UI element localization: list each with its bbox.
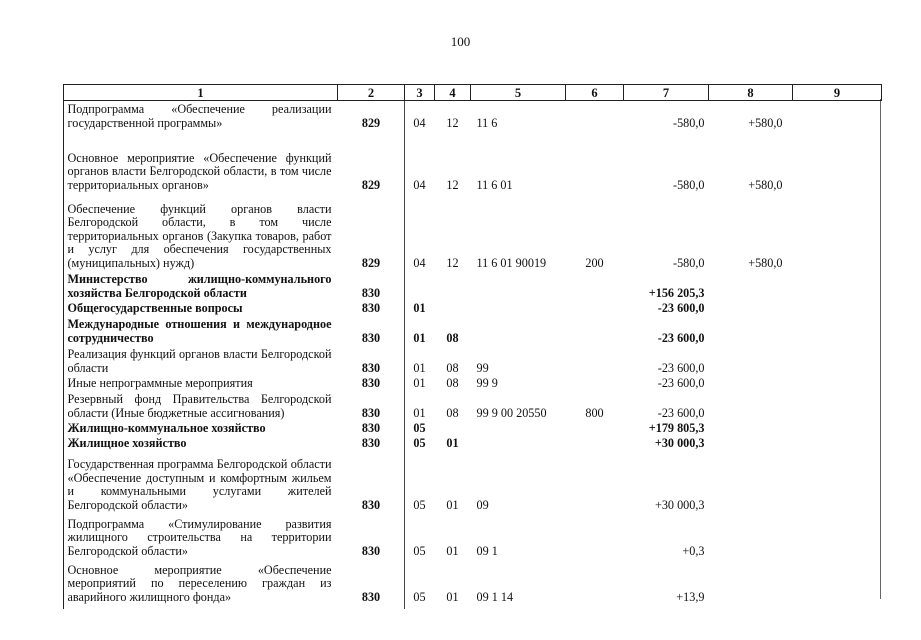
header-col-2: 2 [338, 85, 405, 101]
row-cell-c8 [709, 346, 793, 376]
row-cell-c5: 11 6 01 90019 [476, 255, 547, 270]
header-col-7: 7 [624, 85, 709, 101]
row-name-cell: Иные непрограммные мероприятия [67, 375, 253, 390]
row-cell-c5 [471, 316, 566, 346]
row-cell-c3: 04 [413, 255, 426, 270]
row-cell-c6 [566, 559, 624, 605]
row-cell-c5 [471, 301, 566, 316]
row-cell-c8 [709, 376, 793, 391]
row-cell-c5 [471, 421, 566, 436]
row-cell-c5: 99 9 00 20550 [476, 405, 547, 420]
row-name-cell: Подпрограмма «Стимулирование развития жилищного строительства на территории Белгородской области» [67, 516, 332, 558]
row-cell-c3 [405, 271, 435, 301]
row-cell-c7: -580,0 [673, 255, 705, 270]
table-row [64, 271, 882, 301]
row-cell-c2: 830 [361, 330, 381, 345]
row-cell-c9 [793, 421, 882, 436]
row-cell-c3: 05 [413, 435, 426, 450]
row-cell-c3: 05 [413, 543, 426, 558]
row-cell-c4: 12 [446, 177, 459, 192]
row-cell-c5: 09 1 14 [476, 589, 514, 604]
row-cell-c7: +30 000,3 [654, 435, 705, 450]
row-name-cell: Жилищное хозяйство [67, 435, 187, 450]
row-cell-c6 [566, 271, 624, 301]
budget-table [63, 84, 882, 605]
row-name-cell: Общегосударственные вопросы [67, 300, 243, 315]
row-cell-c7: +179 805,3 [648, 420, 705, 435]
row-cell-c3: 01 [413, 360, 426, 375]
row-cell-c6 [566, 451, 624, 513]
row-name-cell: Подпрограмма «Обеспечение реализации государственной программы» [67, 102, 332, 130]
row-cell-c7: +13,9 [676, 589, 705, 604]
row-cell-c9 [793, 451, 882, 513]
row-cell-c4: 01 [446, 435, 459, 450]
row-cell-c7: -23 600,0 [657, 360, 705, 375]
header-col-1: 1 [64, 85, 338, 101]
row-cell-c4: 01 [446, 497, 459, 512]
row-cell-c4: 08 [446, 375, 459, 390]
row-cell-c2: 830 [361, 405, 381, 420]
row-cell-c6 [566, 513, 624, 559]
row-cell-c5: 99 9 [476, 375, 498, 390]
row-cell-c7: +0,3 [682, 543, 705, 558]
row-cell-c8: +580,0 [748, 255, 783, 270]
row-cell-c9 [793, 346, 882, 376]
row-cell-c4: 08 [446, 405, 459, 420]
row-cell-c3: 01 [413, 330, 426, 345]
row-cell-c2: 830 [361, 435, 381, 450]
row-cell-c2: 829 [361, 115, 381, 130]
row-cell-c2: 830 [361, 420, 381, 435]
row-cell-c8 [709, 271, 793, 301]
row-cell-c4: 12 [446, 255, 459, 270]
row-cell-c6 [566, 101, 624, 131]
row-cell-c2: 829 [361, 255, 381, 270]
row-cell-c7: -23 600,0 [657, 330, 705, 345]
row-cell-c9 [793, 376, 882, 391]
row-cell-c7: -23 600,0 [657, 300, 705, 315]
row-cell-c3: 05 [413, 420, 426, 435]
table-row [64, 421, 882, 436]
row-cell-c8 [709, 513, 793, 559]
row-cell-c3: 05 [413, 589, 426, 604]
row-cell-c9 [793, 193, 882, 271]
header-col-6: 6 [566, 85, 624, 101]
row-cell-c8: +580,0 [748, 115, 783, 130]
row-cell-c2: 830 [361, 497, 381, 512]
header-col-3: 3 [405, 85, 435, 101]
row-name-cell: Реализация функций органов власти Белгородской области [67, 347, 332, 375]
row-cell-c9 [793, 271, 882, 301]
row-cell-c4: 08 [446, 360, 459, 375]
row-cell-c6 [566, 376, 624, 391]
table-row [64, 316, 882, 346]
row-cell-c7: -23 600,0 [657, 405, 705, 420]
table-row [64, 376, 882, 391]
row-cell-c6 [566, 131, 624, 193]
row-cell-c6: 200 [585, 255, 604, 270]
row-cell-c6: 800 [585, 405, 604, 420]
row-cell-c8 [709, 316, 793, 346]
row-cell-c9 [793, 316, 882, 346]
table-body [64, 101, 882, 605]
row-cell-c4 [435, 301, 471, 316]
row-name-cell: Основное мероприятие «Обеспечение мероприятий по переселению граждан из аварийного жилищного фонда» [67, 562, 332, 604]
row-cell-c3: 04 [413, 115, 426, 130]
row-cell-c4: 01 [446, 589, 459, 604]
table-row [64, 451, 882, 513]
row-name-cell: Жилищно-коммунальное хозяйство [67, 420, 266, 435]
row-cell-c4 [435, 271, 471, 301]
row-cell-c9 [793, 391, 882, 421]
row-cell-c8 [709, 301, 793, 316]
row-cell-c7: -580,0 [673, 177, 705, 192]
row-cell-c5: 11 6 [476, 115, 498, 130]
row-cell-c5: 11 6 01 [476, 177, 513, 192]
row-name-cell: Резервный фонд Правительства Белгородской области (Иные бюджетные ассигнования) [67, 392, 332, 420]
row-cell-c2: 830 [361, 360, 381, 375]
row-cell-c6 [566, 301, 624, 316]
row-cell-c4: 08 [446, 330, 459, 345]
row-cell-c7: +156 205,3 [648, 285, 705, 300]
row-cell-c4: 12 [446, 115, 459, 130]
row-name-cell: Министерство жилищно-коммунального хозяйства Белгородской области [67, 272, 332, 300]
row-name-cell: Международные отношения и международное сотрудничество [67, 317, 332, 345]
table-row [64, 301, 882, 316]
row-cell-c7: +30 000,3 [654, 497, 705, 512]
table-row [64, 101, 882, 131]
row-cell-c2: 830 [361, 285, 381, 300]
row-cell-c5: 99 [476, 360, 489, 375]
page-number: 100 [450, 34, 471, 49]
table-row [64, 131, 882, 193]
row-cell-c7: -580,0 [673, 115, 705, 130]
row-cell-c3: 01 [413, 375, 426, 390]
header-col-5: 5 [471, 85, 566, 101]
row-cell-c8 [709, 436, 793, 451]
row-cell-c3: 01 [413, 405, 426, 420]
row-cell-c2: 830 [361, 589, 381, 604]
row-cell-c6 [566, 316, 624, 346]
row-cell-c2: 830 [361, 300, 381, 315]
row-cell-c9 [793, 301, 882, 316]
table-row [64, 513, 882, 559]
budget-table-container [63, 84, 881, 605]
row-cell-c5 [471, 271, 566, 301]
row-cell-c3: 04 [413, 177, 426, 192]
row-cell-c9 [793, 131, 882, 193]
table-header-row [64, 85, 882, 101]
row-cell-c7: -23 600,0 [657, 375, 705, 390]
row-cell-c9 [793, 101, 882, 131]
row-cell-c9 [793, 436, 882, 451]
row-name-cell: Государственная программа Белгородской области «Обеспечение доступным и комфортным жильем и коммунальными услугами жителей Белгородской области» [67, 457, 332, 512]
row-cell-c5: 09 1 [476, 543, 498, 558]
row-cell-c9 [793, 513, 882, 559]
row-name-cell: Обеспечение функций органов власти Белгородской области, в том числе территориальных органов (Закупка товаров, работ и услуг для обеспечения государственных (муниципальных) нужд) [67, 201, 332, 270]
row-cell-c2: 830 [361, 543, 381, 558]
row-cell-c6 [566, 436, 624, 451]
row-cell-c4: 01 [446, 543, 459, 558]
header-col-4: 4 [435, 85, 471, 101]
row-cell-c8 [709, 421, 793, 436]
row-name-cell: Основное мероприятие «Обеспечение функций органов власти Белгородской области, в том числе территориальных органов» [67, 150, 332, 192]
header-col-8: 8 [709, 85, 793, 101]
row-cell-c9 [793, 559, 882, 605]
table-row [64, 436, 882, 451]
header-col-9: 9 [793, 85, 882, 101]
row-cell-c3: 01 [413, 300, 426, 315]
row-cell-c6 [566, 346, 624, 376]
row-cell-c6 [566, 421, 624, 436]
row-cell-c3: 05 [413, 497, 426, 512]
row-cell-c5: 09 [476, 497, 489, 512]
row-cell-c8: +580,0 [748, 177, 783, 192]
row-cell-c2: 830 [361, 375, 381, 390]
row-cell-c4 [435, 421, 471, 436]
table-row [64, 346, 882, 376]
row-cell-c8 [709, 451, 793, 513]
row-cell-c5 [471, 436, 566, 451]
table-row [64, 193, 882, 271]
row-cell-c2: 829 [361, 177, 381, 192]
row-cell-c8 [709, 391, 793, 421]
table-row [64, 559, 882, 605]
table-row [64, 391, 882, 421]
row-cell-c8 [709, 559, 793, 605]
